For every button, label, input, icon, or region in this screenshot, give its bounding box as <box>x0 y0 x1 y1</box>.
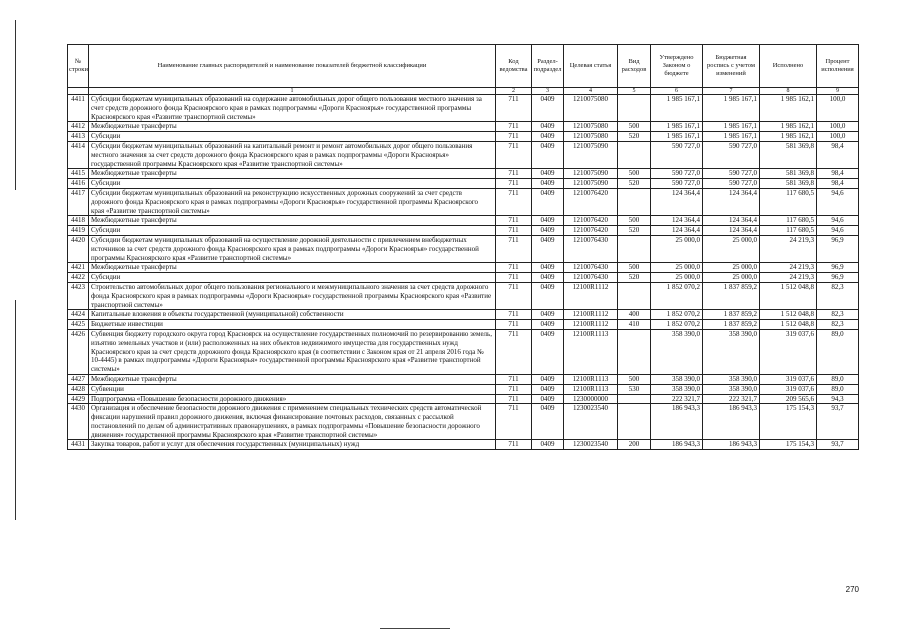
expense-type: 530 <box>618 384 651 394</box>
item-name: Субсидии <box>89 273 496 283</box>
percent-executed: 89,0 <box>817 329 859 374</box>
executed-amount: 581 369,8 <box>760 169 817 179</box>
table-row <box>68 282 859 309</box>
table-row <box>68 374 859 384</box>
table-row <box>68 384 859 394</box>
table-row <box>68 169 859 179</box>
expense-type: 400 <box>618 310 651 320</box>
executed-amount: 319 037,6 <box>760 329 817 374</box>
roster-amount: 590 727,0 <box>703 179 760 189</box>
item-name: Межбюджетные трансферты <box>89 169 496 179</box>
percent-executed: 96,9 <box>817 273 859 283</box>
item-name: Субсидии <box>89 179 496 189</box>
section-code: 0409 <box>532 95 564 122</box>
dept-code: 711 <box>496 141 532 168</box>
percent-executed: 89,0 <box>817 374 859 384</box>
target-article: 1210076430 <box>564 263 618 273</box>
section-code: 0409 <box>532 132 564 142</box>
row-number: 4430 <box>68 404 89 440</box>
percent-executed: 94,6 <box>817 226 859 236</box>
expense-type: 500 <box>618 122 651 132</box>
row-number: 4428 <box>68 384 89 394</box>
item-name: Межбюджетные трансферты <box>89 216 496 226</box>
expense-type <box>618 188 651 215</box>
header-target: Целевая статья <box>564 45 618 88</box>
target-article: 1210075090 <box>564 179 618 189</box>
section-code: 0409 <box>532 235 564 262</box>
item-name: Бюджетные инвестиции <box>89 320 496 330</box>
executed-amount: 581 369,8 <box>760 179 817 189</box>
percent-executed: 93,7 <box>817 404 859 440</box>
executed-amount: 319 037,6 <box>760 384 817 394</box>
table-row <box>68 310 859 320</box>
roster-amount: 358 390,0 <box>703 384 760 394</box>
expense-type <box>618 282 651 309</box>
expense-type: 500 <box>618 374 651 384</box>
item-name: Субсидии бюджетам муниципальных образований на реконструкцию искусственных дорожных сооружений за счет средств дорожного фонда Красноярского края в рамках подпрограммы «Дороги Красноярья» государственной программы Красноярского края «Развитие транспортной системы» <box>89 188 496 215</box>
approved-amount: 1 852 070,2 <box>651 310 703 320</box>
item-name: Межбюджетные трансферты <box>89 374 496 384</box>
roster-amount: 358 390,0 <box>703 329 760 374</box>
target-article: 1210076420 <box>564 226 618 236</box>
roster-amount: 1 985 167,1 <box>703 132 760 142</box>
percent-executed: 82,3 <box>817 310 859 320</box>
dept-code: 711 <box>496 394 532 404</box>
item-name: Организация и обеспечение безопасности дорожного движения с применением специальных технических средств автоматической фиксации нарушений правил дорожного движения, включая финансирование почтовых расходов, связанных с рассылкой постановлений по делам об административных правонарушениях, в рамках подпрограммы «Повышение безопасности дорожного движения» государственной программы Красноярского края «Развитие транспортной системы» <box>89 404 496 440</box>
executed-amount: 1 512 048,8 <box>760 310 817 320</box>
expense-type <box>618 141 651 168</box>
roster-amount: 124 364,4 <box>703 226 760 236</box>
dept-code: 711 <box>496 226 532 236</box>
target-article: 12100R1113 <box>564 329 618 374</box>
target-article: 1210075090 <box>564 169 618 179</box>
executed-amount: 1 985 162,1 <box>760 122 817 132</box>
item-name: Капитальные вложения в объекты государственной (муниципальной) собственности <box>89 310 496 320</box>
column-number-row <box>68 88 859 95</box>
approved-amount: 1 852 070,2 <box>651 320 703 330</box>
roster-amount: 590 727,0 <box>703 169 760 179</box>
dept-code: 711 <box>496 122 532 132</box>
footer-rule <box>380 628 450 629</box>
item-name: Субсидии бюджетам муниципальных образований на содержание автомобильных дорог общего пользования местного значения за счет средств дорожного фонда Красноярского края в рамках подпрограммы «Дороги Красноярья» государственной программы Красноярского края «Развитие транспортной системы» <box>89 95 496 122</box>
roster-amount: 1 985 167,1 <box>703 95 760 122</box>
header-row <box>68 45 859 88</box>
section-code: 0409 <box>532 310 564 320</box>
column-number: 1 <box>89 88 496 95</box>
dept-code: 711 <box>496 216 532 226</box>
section-code: 0409 <box>532 329 564 374</box>
percent-executed: 100,0 <box>817 122 859 132</box>
approved-amount: 25 000,0 <box>651 263 703 273</box>
approved-amount: 358 390,0 <box>651 329 703 374</box>
row-number: 4425 <box>68 320 89 330</box>
dept-code: 711 <box>496 374 532 384</box>
row-number: 4420 <box>68 235 89 262</box>
item-name: Строительство автомобильных дорог общего пользования регионального и межмуниципального значения за счет средств дорожного фонда Красноярского края в рамках подпрограммы «Дороги Красноярья» государственной программы Красноярского края «Развитие транспортной системы» <box>89 282 496 309</box>
item-name: Межбюджетные трансферты <box>89 122 496 132</box>
section-code: 0409 <box>532 394 564 404</box>
roster-amount: 1 985 167,1 <box>703 122 760 132</box>
percent-executed: 94,6 <box>817 188 859 215</box>
row-number: 4416 <box>68 179 89 189</box>
percent-executed: 100,0 <box>817 132 859 142</box>
row-number: 4423 <box>68 282 89 309</box>
executed-amount: 24 219,3 <box>760 235 817 262</box>
row-number: 4419 <box>68 226 89 236</box>
percent-executed: 98,4 <box>817 169 859 179</box>
table-row <box>68 226 859 236</box>
executed-amount: 1 985 162,1 <box>760 95 817 122</box>
item-name: Субсидии <box>89 226 496 236</box>
approved-amount: 1 985 167,1 <box>651 122 703 132</box>
dept-code: 711 <box>496 273 532 283</box>
header-roster: Бюджетная роспись с учетом изменений <box>703 45 760 88</box>
expense-type: 520 <box>618 226 651 236</box>
roster-amount: 1 837 859,2 <box>703 320 760 330</box>
column-number: 4 <box>564 88 618 95</box>
row-number: 4427 <box>68 374 89 384</box>
column-number: 6 <box>651 88 703 95</box>
header-exptype: Вид расходов <box>618 45 651 88</box>
column-number: 9 <box>817 88 859 95</box>
approved-amount: 1 985 167,1 <box>651 95 703 122</box>
target-article: 1210075080 <box>564 95 618 122</box>
percent-executed: 94,6 <box>817 216 859 226</box>
item-name: Субвенции <box>89 384 496 394</box>
budget-execution-table <box>67 44 859 450</box>
approved-amount: 1 985 167,1 <box>651 132 703 142</box>
expense-type <box>618 95 651 122</box>
item-name: Субвенция бюджету городского округа город Красноярск на осуществление государственных полномочий по резервированию земель, изъятию земельных участков и (или) расположенных на них объектов недвижимого имущества для государственных нужд Красноярского края за счет средств дорожного фонда Красноярского края (в соответствии с Законом края от 21 апреля 2016 года № 10-4445) в рамках подпрограммы «Дороги Красноярья» государственной программы Красноярского края «Развитие транспортной системы» <box>89 329 496 374</box>
budget-report-sheet <box>67 44 858 450</box>
target-article: 1230000000 <box>564 394 618 404</box>
dept-code: 711 <box>496 188 532 215</box>
item-name: Межбюджетные трансферты <box>89 263 496 273</box>
header-rownum: № строки <box>68 45 89 88</box>
binding-margin-line <box>15 300 16 520</box>
target-article: 12100R1112 <box>564 320 618 330</box>
approved-amount: 124 364,4 <box>651 188 703 215</box>
dept-code: 711 <box>496 384 532 394</box>
table-row <box>68 235 859 262</box>
header-percent: Процент исполнения <box>817 45 859 88</box>
expense-type: 520 <box>618 132 651 142</box>
binding-margin-line <box>15 20 16 190</box>
row-number: 4414 <box>68 141 89 168</box>
approved-amount: 186 943,3 <box>651 440 703 450</box>
executed-amount: 175 154,3 <box>760 440 817 450</box>
header-executed: Исполнено <box>760 45 817 88</box>
row-number: 4431 <box>68 440 89 450</box>
percent-executed: 100,0 <box>817 95 859 122</box>
roster-amount: 590 727,0 <box>703 141 760 168</box>
dept-code: 711 <box>496 404 532 440</box>
section-code: 0409 <box>532 122 564 132</box>
percent-executed: 98,4 <box>817 141 859 168</box>
table-row <box>68 141 859 168</box>
table-row <box>68 394 859 404</box>
percent-executed: 93,7 <box>817 440 859 450</box>
approved-amount: 1 852 070,2 <box>651 282 703 309</box>
roster-amount: 358 390,0 <box>703 374 760 384</box>
roster-amount: 25 000,0 <box>703 273 760 283</box>
section-code: 0409 <box>532 384 564 394</box>
row-number: 4421 <box>68 263 89 273</box>
executed-amount: 175 154,3 <box>760 404 817 440</box>
roster-amount: 186 943,3 <box>703 404 760 440</box>
row-number: 4415 <box>68 169 89 179</box>
dept-code: 711 <box>496 235 532 262</box>
section-code: 0409 <box>532 320 564 330</box>
row-number: 4412 <box>68 122 89 132</box>
row-number: 4411 <box>68 95 89 122</box>
table-row <box>68 440 859 450</box>
executed-amount: 117 680,5 <box>760 216 817 226</box>
dept-code: 711 <box>496 169 532 179</box>
column-number: 7 <box>703 88 760 95</box>
column-number: 3 <box>532 88 564 95</box>
target-article: 12100R1113 <box>564 374 618 384</box>
item-name: Субсидии бюджетам муниципальных образований на капитальный ремонт и ремонт автомобильных дорог общего пользования местного значения за счет средств дорожного фонда Красноярского края в рамках подпрограммы «Дороги Красноярья» государственной программы Красноярского края «Развитие транспортной системы» <box>89 141 496 168</box>
table-row <box>68 95 859 122</box>
target-article: 12100R1112 <box>564 310 618 320</box>
item-name: Субсидии <box>89 132 496 142</box>
table-row <box>68 216 859 226</box>
roster-amount: 1 837 859,2 <box>703 310 760 320</box>
executed-amount: 319 037,6 <box>760 374 817 384</box>
percent-executed: 82,3 <box>817 320 859 330</box>
column-number: 2 <box>496 88 532 95</box>
roster-amount: 25 000,0 <box>703 235 760 262</box>
dept-code: 711 <box>496 310 532 320</box>
roster-amount: 25 000,0 <box>703 263 760 273</box>
target-article: 12100R1112 <box>564 282 618 309</box>
section-code: 0409 <box>532 263 564 273</box>
section-code: 0409 <box>532 404 564 440</box>
executed-amount: 581 369,8 <box>760 141 817 168</box>
executed-amount: 1 985 162,1 <box>760 132 817 142</box>
section-code: 0409 <box>532 169 564 179</box>
section-code: 0409 <box>532 141 564 168</box>
approved-amount: 358 390,0 <box>651 384 703 394</box>
section-code: 0409 <box>532 282 564 309</box>
executed-amount: 117 680,5 <box>760 188 817 215</box>
dept-code: 711 <box>496 263 532 273</box>
dept-code: 711 <box>496 329 532 374</box>
page-number: 270 <box>845 585 859 594</box>
executed-amount: 24 219,3 <box>760 273 817 283</box>
roster-amount: 186 943,3 <box>703 440 760 450</box>
roster-amount: 124 364,4 <box>703 216 760 226</box>
percent-executed: 82,3 <box>817 282 859 309</box>
target-article: 1210076430 <box>564 273 618 283</box>
dept-code: 711 <box>496 440 532 450</box>
table-row <box>68 404 859 440</box>
header-section: Раздел-подраздел <box>532 45 564 88</box>
approved-amount: 25 000,0 <box>651 273 703 283</box>
table-row <box>68 122 859 132</box>
item-name: Субсидии бюджетам муниципальных образований на осуществление дорожной деятельности с привлечением внебюджетных источников за счет средств дорожного фонда Красноярского края в рамках подпрограммы «Дороги Красноярья» государственной программы Красноярского края «Развитие транспортной системы» <box>89 235 496 262</box>
target-article: 1210076420 <box>564 216 618 226</box>
roster-amount: 222 321,7 <box>703 394 760 404</box>
section-code: 0409 <box>532 440 564 450</box>
column-number <box>68 88 89 95</box>
expense-type: 500 <box>618 169 651 179</box>
percent-executed: 89,0 <box>817 384 859 394</box>
column-number: 8 <box>760 88 817 95</box>
row-number: 4424 <box>68 310 89 320</box>
column-number: 5 <box>618 88 651 95</box>
table-row <box>68 320 859 330</box>
approved-amount: 590 727,0 <box>651 179 703 189</box>
approved-amount: 186 943,3 <box>651 404 703 440</box>
target-article: 1230023540 <box>564 404 618 440</box>
section-code: 0409 <box>532 226 564 236</box>
table-row <box>68 263 859 273</box>
expense-type: 200 <box>618 440 651 450</box>
target-article: 12100R1113 <box>564 384 618 394</box>
dept-code: 711 <box>496 320 532 330</box>
section-code: 0409 <box>532 374 564 384</box>
approved-amount: 124 364,4 <box>651 216 703 226</box>
row-number: 4413 <box>68 132 89 142</box>
dept-code: 711 <box>496 282 532 309</box>
expense-type <box>618 235 651 262</box>
table-row <box>68 132 859 142</box>
executed-amount: 209 565,6 <box>760 394 817 404</box>
expense-type <box>618 394 651 404</box>
percent-executed: 96,9 <box>817 235 859 262</box>
expense-type: 520 <box>618 179 651 189</box>
target-article: 1210075080 <box>564 122 618 132</box>
row-number: 4422 <box>68 273 89 283</box>
target-article: 1210075080 <box>564 132 618 142</box>
expense-type <box>618 404 651 440</box>
table-row <box>68 273 859 283</box>
row-number: 4426 <box>68 329 89 374</box>
approved-amount: 358 390,0 <box>651 374 703 384</box>
executed-amount: 24 219,3 <box>760 263 817 273</box>
approved-amount: 124 364,4 <box>651 226 703 236</box>
row-number: 4429 <box>68 394 89 404</box>
header-name: Наименование главных распорядителей и наименование показателей бюджетной классификации <box>89 45 496 88</box>
approved-amount: 25 000,0 <box>651 235 703 262</box>
row-number: 4417 <box>68 188 89 215</box>
roster-amount: 124 364,4 <box>703 188 760 215</box>
percent-executed: 98,4 <box>817 179 859 189</box>
percent-executed: 96,9 <box>817 263 859 273</box>
row-number: 4418 <box>68 216 89 226</box>
section-code: 0409 <box>532 179 564 189</box>
expense-type: 500 <box>618 263 651 273</box>
executed-amount: 1 512 048,8 <box>760 282 817 309</box>
header-dept: Код ведомства <box>496 45 532 88</box>
item-name: Закупка товаров, работ и услуг для обеспечения государственных (муниципальных) нужд <box>89 440 496 450</box>
table-row <box>68 179 859 189</box>
expense-type: 520 <box>618 273 651 283</box>
header-approved: Утверждено Законом о бюджете <box>651 45 703 88</box>
approved-amount: 590 727,0 <box>651 169 703 179</box>
target-article: 1210076430 <box>564 235 618 262</box>
executed-amount: 1 512 048,8 <box>760 320 817 330</box>
expense-type: 500 <box>618 216 651 226</box>
approved-amount: 590 727,0 <box>651 141 703 168</box>
section-code: 0409 <box>532 273 564 283</box>
table-row <box>68 188 859 215</box>
section-code: 0409 <box>532 188 564 215</box>
dept-code: 711 <box>496 179 532 189</box>
target-article: 1230023540 <box>564 440 618 450</box>
approved-amount: 222 321,7 <box>651 394 703 404</box>
percent-executed: 94,3 <box>817 394 859 404</box>
section-code: 0409 <box>532 216 564 226</box>
target-article: 1210075090 <box>564 141 618 168</box>
dept-code: 711 <box>496 132 532 142</box>
table-row <box>68 329 859 374</box>
expense-type <box>618 329 651 374</box>
item-name: Подпрограмма «Повышение безопасности дорожного движения» <box>89 394 496 404</box>
expense-type: 410 <box>618 320 651 330</box>
executed-amount: 117 680,5 <box>760 226 817 236</box>
roster-amount: 1 837 859,2 <box>703 282 760 309</box>
dept-code: 711 <box>496 95 532 122</box>
target-article: 1210076420 <box>564 188 618 215</box>
